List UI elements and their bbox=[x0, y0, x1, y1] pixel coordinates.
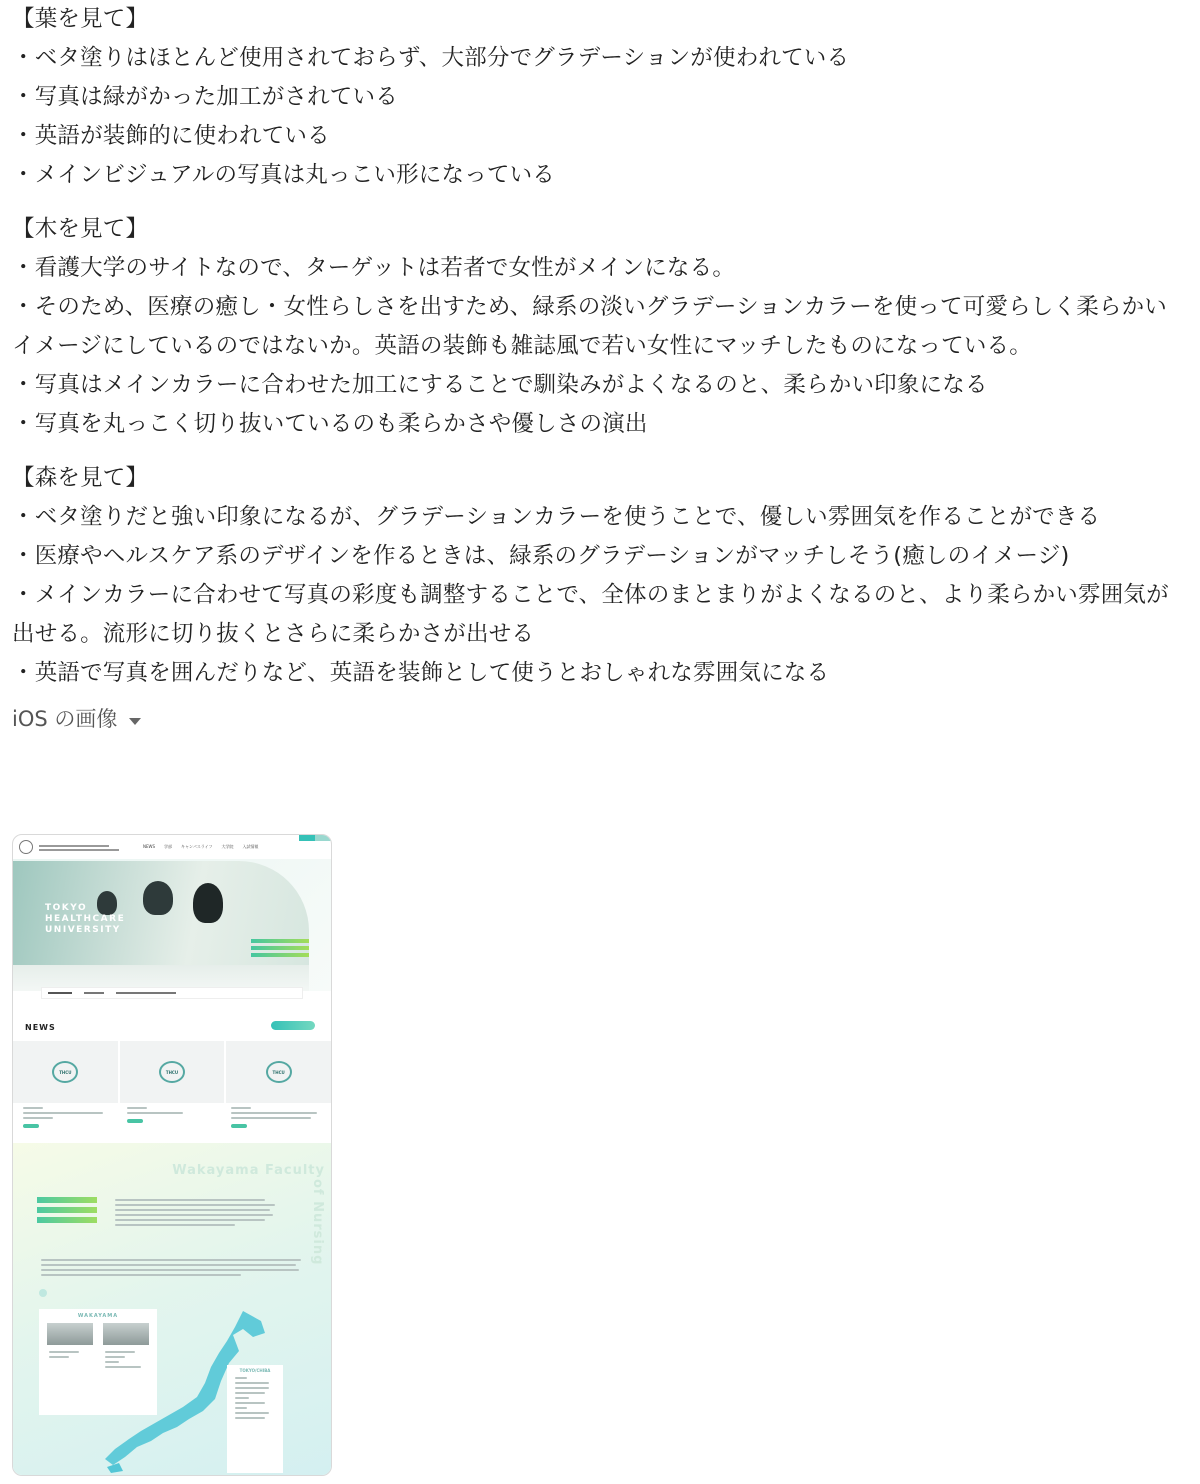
thumb-hero-title-line: TOKYO bbox=[45, 903, 88, 913]
thumb-hero-title-line: HEALTHCARE bbox=[45, 914, 126, 924]
bullet-line: ・英語が装飾的に使われている bbox=[12, 123, 330, 149]
emblem-icon: THCU bbox=[52, 1061, 78, 1083]
bullet-line: ・看護大学のサイトなので、ターゲットは若者で女性がメインになる。 bbox=[12, 255, 736, 281]
thumb-cta bbox=[299, 835, 331, 841]
section-heading: 【葉を見て】 bbox=[12, 6, 149, 32]
thumb-news-cards bbox=[13, 1041, 331, 1103]
section-heading: 【木を見て】 bbox=[12, 216, 149, 242]
attachment-toggle[interactable] bbox=[12, 703, 1188, 735]
thumb-faculty-tag bbox=[37, 1207, 97, 1213]
thumb-hero-tag bbox=[251, 939, 309, 943]
attachment-image-thumbnail[interactable] bbox=[12, 834, 332, 1476]
caret-down-icon[interactable] bbox=[129, 718, 141, 725]
emblem-icon: THCU bbox=[159, 1061, 185, 1083]
thumb-news-more-button bbox=[271, 1021, 315, 1030]
section-heading: 【森を見て】 bbox=[12, 465, 149, 491]
thumb-campus-box-tokyo bbox=[227, 1365, 283, 1473]
thumb-faculty-section bbox=[13, 1143, 331, 1475]
thumb-hero-tag bbox=[251, 953, 309, 957]
thumb-cta-2 bbox=[315, 835, 331, 841]
thumb-card-text bbox=[231, 1107, 321, 1130]
thumb-nav-item: 入試情報 bbox=[242, 844, 259, 849]
bullet-line: ・ベタ塗りはほとんど使用されておらず、大部分でグラデーションが使われている bbox=[12, 45, 850, 71]
bullet-line: ・メインカラーに合わせて写真の彩度も調整することで、全体のまとまりがよくなるのと、より柔らかい雰囲気が出せる。流形に切り抜くとさらに柔らかさが出せる bbox=[12, 582, 1169, 647]
thumb-nav-item: NEWS bbox=[143, 844, 156, 849]
bullet-line: ・写真は緑がかった加工がされている bbox=[12, 84, 398, 110]
bullet-line: ・医療やヘルスケア系のデザインを作るときは、緑系のグラデーションがマッチしそう(癒しのイメージ) bbox=[12, 543, 1070, 569]
bullet-line: ・英語で写真を囲んだりなど、英語を装飾として使うとおしゃれな雰囲気になる bbox=[12, 660, 830, 686]
thumb-news-heading: NEWS bbox=[25, 1023, 56, 1032]
thumb-news-ticker bbox=[41, 987, 303, 999]
bullet-line: ・ベタ塗りだと強い印象になるが、グラデーションカラーを使うことで、優しい雰囲気を作ることができる bbox=[12, 504, 1101, 530]
thumb-faculty-paragraph bbox=[41, 1259, 303, 1279]
attachment-label: iOS の画像 bbox=[12, 707, 118, 731]
thumb-decorative-circle bbox=[39, 1289, 47, 1297]
note-section bbox=[12, 0, 1188, 195]
bullet-line: ・写真はメインカラーに合わせた加工にすることで馴染みがよくなるのと、柔らかい印象になる bbox=[12, 372, 988, 398]
thumb-card-text bbox=[127, 1107, 217, 1125]
emblem-icon: THCU bbox=[266, 1061, 292, 1083]
note-section bbox=[12, 210, 1188, 444]
thumb-hero-tag bbox=[251, 946, 309, 950]
university-logo-icon bbox=[19, 840, 33, 854]
thumb-school-name bbox=[39, 843, 125, 851]
thumb-nav-item: 大学院 bbox=[221, 844, 234, 849]
thumb-hero-title bbox=[45, 903, 125, 936]
bullet-line: ・そのため、医療の癒し・女性らしさを出すため、緑系の淡いグラデーションカラーを使って可愛らしく柔らかいイメージにしているのではないか。英語の装飾も雑誌風で若い女性にマッチしたものになっている。 bbox=[12, 294, 1168, 359]
thumb-news-card bbox=[226, 1041, 331, 1103]
thumb-hero bbox=[13, 859, 331, 991]
thumb-person bbox=[193, 883, 223, 923]
building-photo bbox=[103, 1323, 149, 1345]
thumb-site-header bbox=[13, 835, 331, 859]
thumb-faculty-title-vertical: of Nursing bbox=[310, 1179, 325, 1266]
bullet-line: ・写真を丸っこく切り抜いているのも柔らかさや優しさの演出 bbox=[12, 411, 648, 437]
thumb-person bbox=[143, 881, 173, 915]
bullet-line: ・メインビジュアルの写真は丸っこい形になっている bbox=[12, 162, 556, 188]
thumb-campus-box2-title: TOKYO/CHIBA bbox=[239, 1368, 271, 1373]
thumb-hero-title-line: UNIVERSITY bbox=[45, 925, 121, 935]
thumb-faculty-tag bbox=[37, 1217, 97, 1223]
thumb-nav-item: 学部 bbox=[164, 844, 173, 849]
thumb-campus-box-title: WAKAYAMA bbox=[77, 1313, 119, 1319]
thumb-faculty-title: Wakayama Faculty bbox=[172, 1163, 325, 1178]
building-photo bbox=[47, 1323, 93, 1345]
thumb-faculty-tags bbox=[37, 1197, 97, 1223]
thumb-campus-box2-text bbox=[227, 1373, 283, 1426]
note-sections bbox=[12, 0, 1188, 693]
thumb-campus-box-wakayama bbox=[39, 1309, 157, 1415]
thumb-nav bbox=[143, 844, 259, 850]
thumb-campus-box-text bbox=[105, 1351, 151, 1371]
thumb-campus-box-text bbox=[49, 1351, 95, 1361]
thumb-hero-tags bbox=[251, 939, 309, 957]
thumb-faculty-tag bbox=[37, 1197, 97, 1203]
note-section bbox=[12, 459, 1188, 693]
thumb-card-text bbox=[23, 1107, 113, 1130]
thumb-nav-item: キャンパスライフ bbox=[181, 844, 213, 849]
thumb-cta-1 bbox=[299, 835, 315, 841]
thumb-faculty-paragraph bbox=[115, 1199, 275, 1229]
note-body bbox=[0, 0, 1200, 735]
thumb-news-card bbox=[120, 1041, 225, 1103]
thumb-news-card bbox=[13, 1041, 118, 1103]
